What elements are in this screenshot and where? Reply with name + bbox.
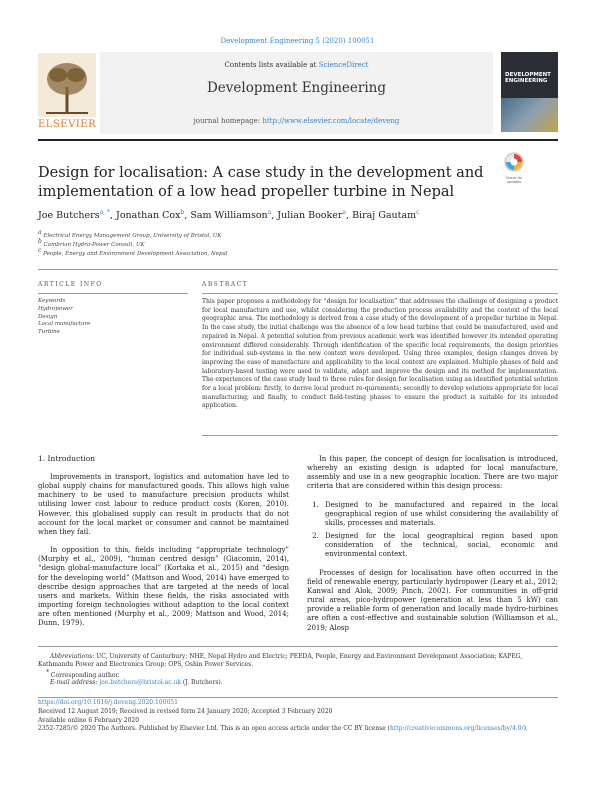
homepage-prefix: journal homepage:: [193, 117, 261, 125]
homepage-line: [100, 117, 493, 125]
affiliation-c: c People, Energy and Environment Development Association, Nepal: [38, 247, 228, 257]
author-separator: ,: [346, 210, 353, 222]
crossmark-icon: [501, 152, 527, 172]
author-separator: ,: [271, 210, 278, 222]
bottom-divider: [38, 697, 558, 698]
criteria-list: [307, 501, 558, 560]
header-divider: [38, 139, 558, 141]
cover-graphic: [501, 98, 558, 132]
keyword-item: Turbine: [38, 329, 60, 336]
keyword-item: Local manufacture: [38, 321, 91, 328]
intro-paragraph-1: Improvements in transport, logistics and automation have led to global supply chains for manufactured goods. This allows high value machinery to be used to manufacture precision products whilst utilising lower cost labour to reduce product costs (Koren, 2010). However, this globalised supply can result in products that do not account for the local market or consumer and cannot be maintained when they fail.: [38, 473, 289, 536]
article-info-rule: [38, 293, 188, 294]
keywords-block: [38, 298, 90, 337]
doi-link[interactable]: https://doi.org/10.1016/j.deveng.2020.100051: [38, 699, 178, 706]
abstract-text: This paper proposes a methodology for “design for localisation” that addresses the challenge of designing a product for local manufacture and use, whilst considering the production process availability and the context of the local geographic area. The methodology is derived from a case study of the development of a propeller turbine in Nepal. In the case study, the initial challenge was the absence of a low head turbine that could be manufactured, used and repaired in Nepal. A potential solution from previous academic work was identified however its intended operating environment differed considerably. Through identification of the specific local requirements, the design priorities for individual sub-systems in the new context were developed. Using three examples, design changes driven by improving the ease of manufacture and applicability to the local context are explained. Multiple phases of field and laboratory-based testing were used to validate, adapt and improve the design and its method for implementation. The experiences of the case study lead to three rules for design for localisation using an identified potential solution for a local problem: firstly, to derive local product re-quirements; secondly to develop solutions appropriate for local manufacturing; and finally, to conduct field-testing phases to ensure the product is suitable for its intended application.: [202, 298, 558, 410]
sciencedirect-link[interactable]: ScienceDirect: [318, 61, 369, 69]
abbreviations-label: Abbreviations:: [50, 653, 95, 660]
elsevier-wordmark: ELSEVIER: [38, 119, 97, 130]
affiliation-divider: [38, 269, 558, 270]
footnote-divider: [38, 646, 558, 647]
author-affiliation-marker[interactable]: b: [180, 209, 185, 216]
author-name[interactable]: Joe Butchers: [38, 210, 100, 222]
received-dates: Received 12 August 2019; Received in revised form 24 January 2020; Accepted 3 February 2020: [38, 707, 333, 715]
keywords-label: Keywords: [38, 298, 66, 304]
corresponding-footnote: * Corresponding author.: [46, 668, 120, 679]
author-name[interactable]: Julian Booker: [277, 210, 343, 222]
introduction-heading: 1. Introduction: [38, 454, 96, 463]
email-footnote: [38, 679, 558, 687]
abstract-end-rule: [202, 435, 558, 436]
cover-title: DEVELOPMENT ENGINEERING: [505, 72, 551, 84]
crossmark-label: Check for updates: [505, 176, 523, 184]
email-label: E-mail address:: [50, 679, 98, 687]
author-name[interactable]: Jonathan Cox: [116, 210, 181, 222]
contents-line: [100, 61, 493, 69]
abstract-heading: ABSTRACT: [202, 281, 249, 288]
homepage-link[interactable]: http://www.elsevier.com/locate/deveng: [262, 117, 400, 125]
author-name[interactable]: Biraj Gautam: [352, 210, 417, 222]
email-name: (J. Butchers).: [182, 679, 223, 687]
article-title: Design for localisation: A case study in the development and implementation of a low head propeller turbine in Nepal: [38, 165, 484, 200]
author-affiliation-marker[interactable]: a: [342, 209, 347, 216]
intro-paragraph-2: In opposition to this, fields including “appropriate technology” (Murphy et al., 2009), “human centred design” (Giacomin, 2014), “design global-manufacture local” (Kortaka et al., 2015) and “design for the developing world” (Mattson and Wood, 2014) have emerged to describe design approaches that are targeted at the needs of local users and markets. Within these fields, the risks associated with importing foreign technologies without adaption to the local context are often mentioned (Murphy et al., 2009; Mattson and Wood, 2014; Dunn, 1979).: [38, 546, 289, 628]
keyword-item: Design: [38, 313, 58, 320]
contents-prefix: Contents lists available at: [224, 61, 317, 69]
right-column: [307, 455, 558, 642]
publication-info: [38, 699, 558, 734]
author-separator: ,: [184, 210, 191, 222]
criteria-item: 1. Designed to be manufactured and repaired in the local geographical region of use whilst considering the availability of skills, processes and materials.: [321, 501, 558, 528]
author-affiliation-marker[interactable]: c: [416, 209, 420, 216]
criteria-item: 2. Designed for the local geographical region based upon consideration of the technical, social, economic and environmental context.: [321, 532, 558, 559]
author-name[interactable]: Sam Williamson: [190, 210, 268, 222]
author-affiliation-marker[interactable]: a, *: [99, 209, 110, 216]
article-info-heading: ARTICLE INFO: [38, 281, 103, 288]
journal-cover-image: [501, 52, 558, 132]
abbreviations-text: UC, University of Canterbury; NHE, Nepal Hydro and Electric; PEEDA, People, Energy and Environment Development Association; KAPEG, Kathmandu Power and Electronics Group; OPS, Oshin Power Services.: [38, 653, 523, 668]
license-link[interactable]: http://creativecommons.org/licenses/by/4.0/: [390, 725, 524, 733]
author-list: [38, 209, 558, 221]
author-affiliation-marker[interactable]: a: [267, 209, 272, 216]
journal-reference[interactable]: Development Engineering 5 (2020) 100051: [220, 37, 375, 45]
crossmark-badge[interactable]: [501, 152, 527, 182]
abstract-rule: [202, 293, 558, 294]
available-online: Available online 6 February 2020: [38, 716, 140, 724]
license-line: 2352-7285/© 2020 The Authors. Published by Elsevier Ltd. This is an open access article under the CC BY license (http://creativecommons.org/licenses/by/4.0/).: [38, 725, 528, 733]
footnotes: [38, 653, 558, 687]
journal-title: Development Engineering: [206, 80, 386, 96]
affiliation-a: a Electrical Energy Management Group, University of Bristol, UK: [38, 229, 222, 239]
keyword-item: Hydropower: [38, 305, 73, 312]
email-link[interactable]: joe.butchers@bristol.ac.uk: [99, 679, 181, 687]
affiliation-b: b Cambrian Hydro-Power Consult, UK: [38, 238, 145, 248]
intro-paragraph-4: Processes of design for localisation have often occurred in the field of renewable energy, particularly hydropower (Leary et al., 2012; Kanwal and Alok, 2009; Pinch, 2002). For communities in off-grid rural areas, pico-hydropower (generation at less than 5 kW) can provide a reliable form of generation and locally made hydro-turbines are often a cost-effective and sustainable solution (Williamson et al., 2019; Alosp: [307, 568, 558, 632]
left-column: [38, 473, 289, 638]
intro-paragraph-3: In this paper, the concept of design for localisation is introduced, whereby an existing design is adapted for local manufacture, assembly and use in a new geographic location. There are two major criteria that are considered within this design process:: [307, 455, 558, 491]
author-separator: ,: [109, 210, 117, 222]
abbreviations-footnote: [38, 653, 558, 669]
